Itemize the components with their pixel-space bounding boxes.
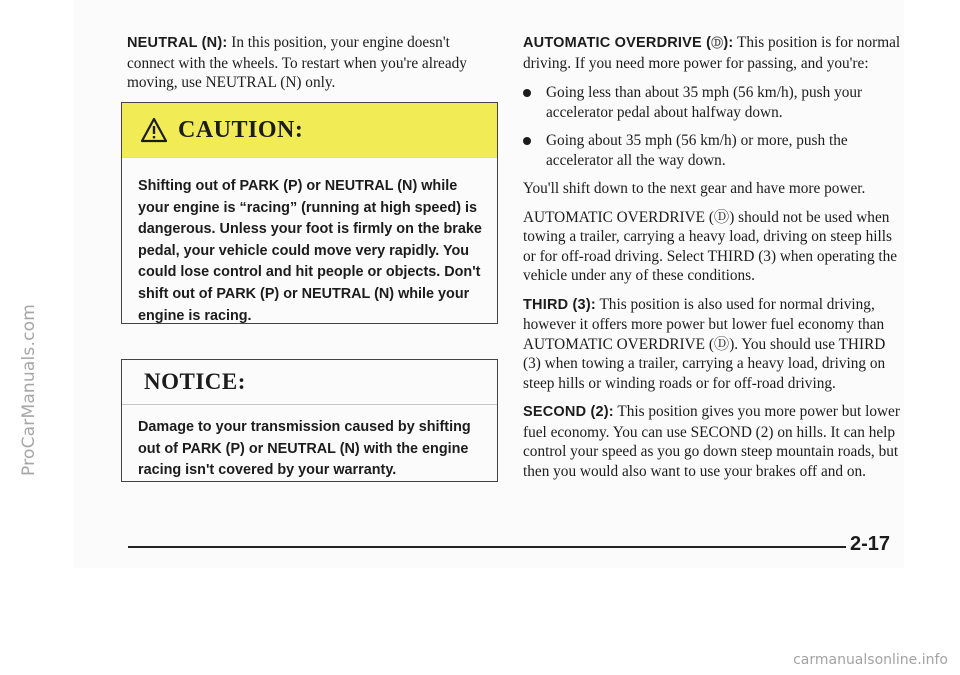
bullet-text: Going less than about 35 mph (56 km/h), push your accelerator pedal about halfway down. xyxy=(546,84,863,121)
list-item xyxy=(523,131,905,170)
speed-bullet-list xyxy=(523,83,905,170)
page-number: 2-17 xyxy=(850,533,891,555)
third-heading: THIRD (3): xyxy=(523,296,596,313)
bullet-icon xyxy=(523,89,531,97)
overdrive-text: This position is for normal driving. If you need more power for passing, and you're: xyxy=(523,34,901,72)
notice-title: NOTICE: xyxy=(144,369,246,394)
caution-title: CAUTION: xyxy=(178,116,304,143)
left-column xyxy=(127,33,499,93)
overdrive-heading-start: AUTOMATIC OVERDRIVE ( xyxy=(523,35,712,51)
third-text: This position is also used for normal driving, however it offers more power but lower fuel economy than AUTOMATIC OVERDRIVE (Ⓓ). You should use THIRD (3) when towing a trailer, carrying a heavy load, driving on steep hills or winding roads or for off-road driving. xyxy=(523,295,886,392)
shift-down-paragraph: You'll shift down to the next gear and have more power. xyxy=(523,180,866,197)
list-item xyxy=(523,83,905,122)
side-watermark xyxy=(12,145,46,635)
overdrive-heading-end: ): xyxy=(723,35,734,51)
neutral-heading: NEUTRAL (N): xyxy=(127,35,228,51)
third-paragraph xyxy=(523,295,905,394)
caution-box xyxy=(121,102,498,324)
right-column xyxy=(523,33,905,481)
notice-body: Damage to your transmission caused by shifting out of PARK (P) or NEUTRAL (N) with the engine racing isn't covered by your warranty. xyxy=(138,419,471,479)
overdrive-note-paragraph: AUTOMATIC OVERDRIVE (Ⓓ) should not be used when towing a trailer, carrying a heavy load, driving on steep hills or for off-road driving. Select THIRD (3) when operating the vehicle under any of these conditions. xyxy=(523,208,898,284)
overdrive-paragraph xyxy=(523,33,905,73)
neutral-paragraph xyxy=(127,33,499,93)
bullet-text: Going about 35 mph (56 km/h) or more, push the accelerator all the way down. xyxy=(546,132,848,169)
caution-header xyxy=(122,103,497,158)
bullet-icon xyxy=(523,137,531,145)
neutral-text: In this position, your engine doesn't connect with the wheels. To restart when you're already moving, use NEUTRAL (N) only. xyxy=(127,34,467,91)
overdrive-symbol-icon: Ⓓ xyxy=(711,36,724,50)
bottom-watermark: carmanualsonline.info xyxy=(793,652,948,668)
side-watermark-text: ProCarManuals.com xyxy=(19,304,39,476)
second-paragraph xyxy=(523,402,905,481)
second-heading: SECOND (2): xyxy=(523,404,614,420)
second-text: This position gives you more power but lower fuel economy. You can use SECOND (2) on hills. It can help control your speed as you go down steep mountain roads, but then you would also want to use your brakes off and on. xyxy=(523,403,900,480)
warning-triangle-icon xyxy=(140,117,168,143)
notice-box xyxy=(121,359,498,482)
notice-header xyxy=(122,360,497,405)
overdrive-heading xyxy=(523,35,733,51)
caution-body: Shifting out of PARK (P) or NEUTRAL (N) while your engine is “racing” (running at high speed) is dangerous. Unless your foot is firmly on the brake pedal, your vehicle could move very rapidly. You could lose control and hit people or objects. Don't shift out of PARK (P) or NEUTRAL (N) while your engine is racing. xyxy=(138,178,482,324)
footer-divider xyxy=(128,546,846,548)
